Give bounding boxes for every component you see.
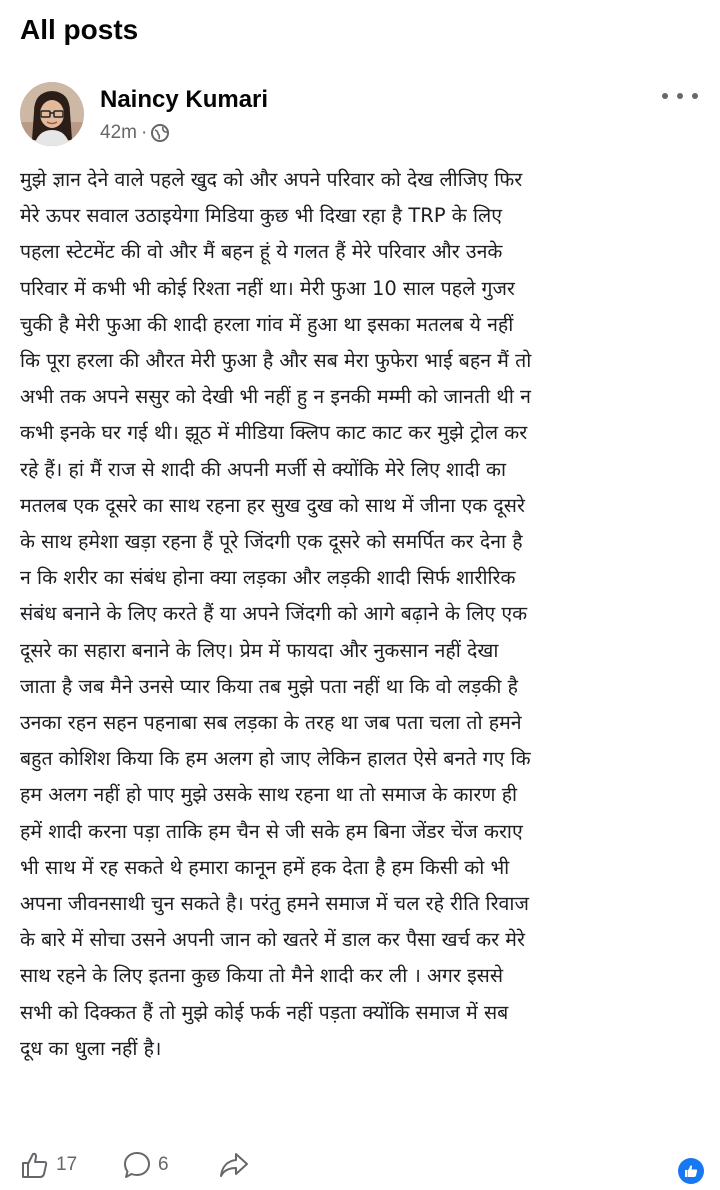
- more-dot: [692, 93, 698, 99]
- author-name[interactable]: Naincy Kumari: [100, 86, 269, 113]
- post-text: [20, 162, 704, 1142]
- post-text-line: परिवार में कभी भी कोई रिश्ता नहीं था। मेरी फुआ 10 साल पहले गुजर: [20, 276, 515, 300]
- post-text-line: हमें शादी करना पड़ा ताकि हम चैन से जी सके हम बिना जेंडर चेंज कराए: [20, 819, 523, 843]
- post-text-line: अपना जीवनसाथी चुन सकते है। परंतु हमने समाज में चल रहे रीति रिवाज: [20, 892, 529, 916]
- like-button[interactable]: [20, 1150, 77, 1180]
- post-text-line: न कि शरीर का संबंध होना क्या लड़का और लड़की शादी सिर्फ शारीरिक: [20, 566, 516, 590]
- post-text-line: पहला स्टेटमेंट की वो और मैं बहन हूं ये गलत हैं मेरे परिवार और उनके: [20, 240, 503, 264]
- post-text-line: दूसरे का सहारा बनाने के लिए। प्रेम में फायदा और नुकसान नहीं देखा: [20, 638, 499, 662]
- post-text-line: जाता है जब मैने उनसे प्यार किया तब मुझे पता नहीं था कि वो लड़की है: [20, 674, 518, 698]
- post-text-line: संबंध बनाने के लिए करते हैं या अपने जिंदगी को आगे बढ़ाने के लिए एक: [20, 602, 528, 626]
- post-text-line: बहुत कोशिश किया कि हम अलग हो जाए लेकिन हालत ऐसे बनते गए कि: [20, 747, 531, 771]
- comment-count: 6: [158, 1154, 169, 1175]
- post-meta: [100, 122, 169, 144]
- post-text-line: कि पूरा हरला की औरत मेरी फुआ है और सब मेरा फुफेरा भाई बहन मैं तो: [20, 349, 532, 373]
- post-text-line: रहे हैं। हां मैं राज से शादी की अपनी मर्जी से क्योंकि मेरे लिए शादी का: [20, 457, 507, 481]
- more-dot: [677, 93, 683, 99]
- post-text-line: अभी तक अपने ससुर को देखी भी नहीं हु न इनकी मम्मी को जानती थी न: [20, 385, 531, 409]
- post-text-line: कभी इनके घर गई थी। झूठ में मीडिया क्लिप काट काट कर मुझे ट्रोल कर: [20, 421, 528, 445]
- post-text-line: मतलब एक दूसरे का साथ रहना हर सुख दुख को साथ में जीना एक दूसरे: [20, 493, 525, 517]
- post-text-line: के साथ हमेशा खड़ा रहना हैं पूरे जिंदगी एक दूसरे को समर्पित कर देना है: [20, 530, 523, 554]
- post-actions: [20, 1150, 710, 1190]
- thumbs-up-icon: [20, 1150, 50, 1180]
- post-text-line: मुझे ज्ञान देने वाले पहले खुद को और अपने परिवार को देख लीजिए फिर: [20, 168, 523, 191]
- page-title: All posts: [20, 14, 139, 45]
- more-options-icon[interactable]: [662, 86, 698, 106]
- post-time[interactable]: 42m: [100, 122, 137, 143]
- post-text-line: भी साथ में रह सकते थे हमारा कानून हमें हक देता है हम किसी को भी: [20, 855, 510, 879]
- post-text-line: साथ रहने के लिए इतना कुछ किया तो मैने शादी कर ली । अगर इससे: [20, 964, 504, 988]
- post-text-line: चुकी है मेरी फुआ की शादी हरला गांव में हुआ था इसका मतलब ये नहीं: [20, 312, 514, 336]
- post-text-line: मेरे ऊपर सवाल उठाइयेगा मिडिया कुछ भी दिखा रहा है TRP के लिए: [20, 204, 503, 228]
- share-button[interactable]: [218, 1150, 250, 1180]
- avatar[interactable]: [20, 82, 84, 146]
- post-header: [20, 82, 710, 152]
- post-text-line: सभी को दिक्कत हैं तो मुझे कोई फर्क नहीं पड़ता क्योंकि समाज में सब: [20, 1000, 509, 1024]
- post-text-line: हम अलग नहीं हो पाए मुझे उसके साथ रहना था तो समाज के कारण ही: [20, 783, 518, 807]
- like-reaction-icon[interactable]: [678, 1158, 704, 1184]
- post-text-line: उनका रहन सहन पहनाबा सब लड़का के तरह था जब पता चला तो हमने: [20, 711, 522, 735]
- comment-button[interactable]: [122, 1150, 169, 1180]
- meta-separator: ·: [140, 122, 148, 143]
- post-text-line: के बारे में सोचा उसने अपनी जान को खतरे में डाल कर पैसा खर्च कर मेरे: [20, 928, 525, 952]
- share-icon: [218, 1150, 250, 1180]
- more-dot: [662, 93, 668, 99]
- comment-icon: [122, 1150, 152, 1180]
- globe-icon: [151, 124, 169, 142]
- post-text-line: दूध का धुला नहीं है।: [20, 1036, 162, 1060]
- like-count: 17: [56, 1154, 78, 1175]
